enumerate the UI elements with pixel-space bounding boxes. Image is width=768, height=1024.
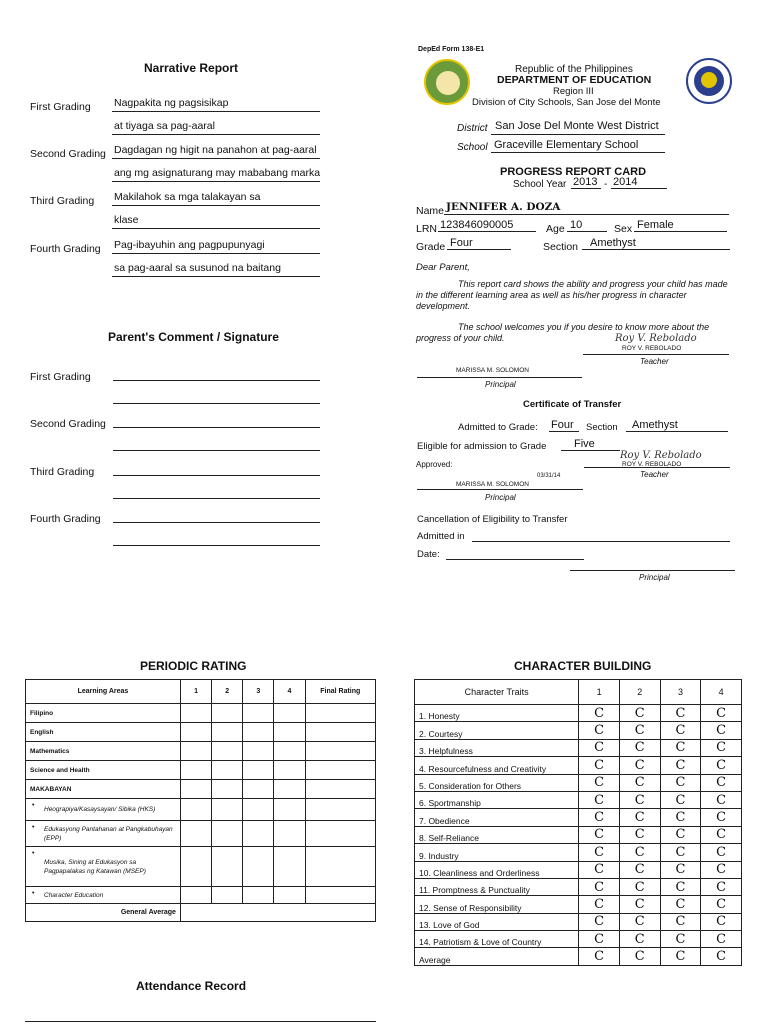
name-label: Name <box>416 205 445 217</box>
trait-mark: C <box>579 826 620 843</box>
rating-cell <box>305 847 375 887</box>
learning-area-label: MAKABAYAN <box>30 785 72 793</box>
trait-mark: C <box>701 705 742 722</box>
trait-mark: C <box>701 739 742 756</box>
rating-cell <box>180 723 211 742</box>
rating-cell <box>274 847 305 887</box>
character-row <box>415 739 742 756</box>
narrative-comment: Makilahok sa mga talakayan sa <box>114 191 261 203</box>
rating-cell <box>180 847 211 887</box>
narrative-line <box>112 276 320 277</box>
character-row <box>415 722 742 739</box>
parent-signature-line <box>113 545 320 546</box>
periodic-row <box>26 704 376 723</box>
learning-area <box>26 723 181 742</box>
admitted-grade: Four <box>551 419 574 431</box>
admitted-in-label: Admitted in <box>417 531 465 542</box>
division-seal-icon <box>424 59 470 105</box>
character-header-cell: Character Traits <box>415 680 579 705</box>
character-row <box>415 896 742 913</box>
rating-cell <box>305 704 375 723</box>
learning-area <box>26 887 181 904</box>
trait-mark: C <box>660 774 701 791</box>
periodic-row <box>26 761 376 780</box>
learning-area-label: Filipino <box>30 709 54 717</box>
region-label: Region III <box>553 86 594 97</box>
trait-mark: C <box>579 791 620 808</box>
character-row <box>415 774 742 791</box>
card-title: PROGRESS REPORT CARD <box>500 166 647 178</box>
narrative-comment: klase <box>114 214 139 226</box>
narrative-comment: ang mg asignaturang may mababang marka <box>114 167 321 179</box>
learning-area-label: Heograpiya/Kasaysayan/ Sibika (HKS) <box>44 806 156 813</box>
character-trait: 13. Love of God <box>415 913 579 930</box>
trait-mark: C <box>619 913 660 930</box>
narrative-line <box>112 111 320 112</box>
rating-cell <box>243 887 274 904</box>
parent-grading-label: First Grading <box>30 371 91 383</box>
parent-signature-line <box>113 522 320 523</box>
character-header-cell: 4 <box>701 680 742 705</box>
trait-mark: C <box>579 913 620 930</box>
teacher-label: Teacher <box>640 357 669 366</box>
trait-mark: C <box>660 878 701 895</box>
character-row <box>415 948 742 965</box>
character-trait: 11. Promptness & Punctuality <box>415 878 579 895</box>
attendance-title: Attendance Record <box>136 979 247 993</box>
character-trait: 4. Resourcefulness and Creativity <box>415 757 579 774</box>
learning-area-label: Mathematics <box>30 747 70 755</box>
attendance-table-top <box>25 1021 376 1022</box>
trait-mark: C <box>619 878 660 895</box>
character-row <box>415 705 742 722</box>
rating-cell <box>243 847 274 887</box>
trait-mark: C <box>579 739 620 756</box>
trait-mark: C <box>579 722 620 739</box>
principal-label-3: Principal <box>639 573 670 582</box>
periodic-title: PERIODIC RATING <box>140 659 247 673</box>
narrative-line <box>112 134 320 135</box>
learning-area <box>26 742 181 761</box>
trait-mark: C <box>660 948 701 965</box>
district-value: San Jose Del Monte West District <box>495 120 659 132</box>
character-trait: 2. Courtesy <box>415 722 579 739</box>
trait-mark: C <box>660 931 701 948</box>
narrative-comment: sa pag-aaral sa susunod na baitang <box>114 262 281 274</box>
cancellation-label: Cancellation of Eligibility to Transfer <box>417 514 568 525</box>
character-row <box>415 844 742 861</box>
character-row <box>415 757 742 774</box>
character-header-row <box>415 680 742 705</box>
eligible-label: Eligible for admission to Grade <box>417 441 547 452</box>
rating-cell <box>243 742 274 761</box>
periodic-rating-table <box>25 679 376 922</box>
eligible-grade: Five <box>574 438 595 450</box>
character-title: CHARACTER BUILDING <box>514 659 652 673</box>
trait-mark: C <box>579 809 620 826</box>
learning-area <box>26 780 181 799</box>
narrative-comment: Nagpakita ng pagsisikap <box>114 97 229 109</box>
trait-mark: C <box>701 844 742 861</box>
age-value: 10 <box>570 219 583 231</box>
trait-mark: C <box>579 757 620 774</box>
section-label: Section <box>543 241 579 253</box>
cert-section-value: Amethyst <box>632 419 678 431</box>
parent-signature-line <box>113 403 320 404</box>
trait-mark: C <box>701 826 742 843</box>
parent-signature-line <box>113 498 320 499</box>
trait-mark: C <box>660 896 701 913</box>
rating-cell <box>212 761 243 780</box>
grade-label: Grade <box>416 241 446 253</box>
periodic-row <box>26 780 376 799</box>
character-header-cell: 1 <box>579 680 620 705</box>
principal-name-2: MARISSA M. SOLOMON <box>456 481 529 488</box>
trait-mark: C <box>619 774 660 791</box>
rating-cell <box>180 742 211 761</box>
district-label: District <box>457 123 488 134</box>
certificate-title: Certificate of Transfer <box>523 399 622 410</box>
character-trait: 10. Cleanliness and Orderliness <box>415 861 579 878</box>
character-trait: Average <box>415 948 579 965</box>
character-row <box>415 809 742 826</box>
trait-mark: C <box>619 791 660 808</box>
periodic-header-cell: 3 <box>243 680 274 704</box>
narrative-grading-label: First Grading <box>30 101 91 113</box>
rating-cell <box>212 742 243 761</box>
trait-mark: C <box>619 826 660 843</box>
rating-cell <box>212 704 243 723</box>
periodic-row <box>26 799 376 821</box>
trait-mark: C <box>619 861 660 878</box>
trait-mark: C <box>701 774 742 791</box>
character-header-cell: 3 <box>660 680 701 705</box>
trait-mark: C <box>701 791 742 808</box>
division-label: Division of City Schools, San Jose del Monte <box>472 97 661 108</box>
periodic-row <box>26 847 376 887</box>
periodic-row <box>26 742 376 761</box>
date-label: Date: <box>417 549 440 560</box>
school-year-from: 2013 <box>573 176 598 188</box>
principal-label-2: Principal <box>485 493 516 502</box>
teacher-label-2: Teacher <box>640 470 669 479</box>
learning-area <box>26 821 181 847</box>
school-value: Graceville Elementary School <box>494 139 639 151</box>
character-trait: 1. Honesty <box>415 705 579 722</box>
rating-cell <box>274 723 305 742</box>
school-welcome-message: The school welcomes you if you desire to know more about the progress of your child. <box>416 322 710 343</box>
trait-mark: C <box>579 861 620 878</box>
trait-mark: C <box>660 844 701 861</box>
trait-mark: C <box>619 948 660 965</box>
trait-mark: C <box>619 809 660 826</box>
character-header-cell: 2 <box>619 680 660 705</box>
dear-parent: Dear Parent, <box>416 262 470 273</box>
trait-mark: C <box>701 913 742 930</box>
trait-mark: C <box>701 878 742 895</box>
approved-date: 03/31/14 <box>537 473 561 479</box>
trait-mark: C <box>579 844 620 861</box>
narrative-line <box>112 253 320 254</box>
rating-cell <box>305 723 375 742</box>
narrative-grading-label: Third Grading <box>30 195 95 207</box>
character-trait: 12. Sense of Responsibility <box>415 896 579 913</box>
trait-mark: C <box>660 809 701 826</box>
character-trait: 9. Industry <box>415 844 579 861</box>
trait-mark: C <box>619 844 660 861</box>
trait-mark: C <box>660 791 701 808</box>
learning-area <box>26 761 181 780</box>
rating-cell <box>212 847 243 887</box>
periodic-row <box>26 887 376 904</box>
trait-mark: C <box>619 739 660 756</box>
character-trait: 14. Patriotism & Love of Country <box>415 931 579 948</box>
rating-cell <box>243 723 274 742</box>
learning-area-label: Character Education <box>44 891 104 899</box>
trait-mark: C <box>701 809 742 826</box>
rating-cell <box>212 799 243 821</box>
character-row <box>415 913 742 930</box>
bullet-icon: • <box>32 890 35 897</box>
parent-signature-line <box>113 427 320 428</box>
trait-mark: C <box>660 826 701 843</box>
parent-grading-label: Third Grading <box>30 466 95 478</box>
trait-mark: C <box>660 739 701 756</box>
rating-cell <box>274 821 305 847</box>
trait-mark: C <box>619 722 660 739</box>
learning-area-label: Musika, Sining at Edukasyon sa Pagpapalakas ng Katawan (MSEP) <box>44 858 146 875</box>
principal-name: MARISSA M. SOLOMON <box>456 367 529 374</box>
periodic-row <box>26 821 376 847</box>
parent-grading-label: Fourth Grading <box>30 513 101 525</box>
section-value: Amethyst <box>590 237 636 249</box>
rating-cell <box>274 799 305 821</box>
character-row <box>415 878 742 895</box>
character-trait: 7. Obedience <box>415 809 579 826</box>
narrative-title: Narrative Report <box>144 61 239 75</box>
narrative-grading-label: Fourth Grading <box>30 243 101 255</box>
rating-cell <box>274 742 305 761</box>
teacher-name-2: ROY V. REBOLADO <box>622 461 682 468</box>
trait-mark: C <box>660 913 701 930</box>
character-building-table <box>414 679 742 966</box>
trait-mark: C <box>660 757 701 774</box>
rating-cell <box>305 887 375 904</box>
narrative-comment: Dagdagan ng higit na panahon at pag-aaral <box>114 144 317 156</box>
school-year-dash: - <box>604 179 608 190</box>
periodic-header-cell: Learning Areas <box>26 680 181 704</box>
parent-grading-label: Second Grading <box>30 418 106 430</box>
deped-seal-icon <box>686 58 732 104</box>
trait-mark: C <box>619 896 660 913</box>
learning-area-label: Edukasyong Pantahanan at Pangkabuhayan (EPP) <box>44 825 173 842</box>
teacher-signature-2: Roy V. Rebolado <box>620 450 702 461</box>
narrative-line <box>112 158 320 159</box>
rating-cell <box>180 799 211 821</box>
trait-mark: C <box>579 878 620 895</box>
narrative-comment: at tiyaga sa pag-aaral <box>114 120 215 132</box>
lrn-label: LRN <box>416 223 438 235</box>
rating-cell <box>243 821 274 847</box>
trait-mark: C <box>701 722 742 739</box>
character-row <box>415 826 742 843</box>
teacher-signature: Roy V. Rebolado <box>615 333 697 344</box>
grade-value: Four <box>450 237 473 249</box>
school-year-to: 2014 <box>613 176 638 188</box>
trait-mark: C <box>701 861 742 878</box>
rating-cell <box>180 761 211 780</box>
rating-cell <box>305 799 375 821</box>
parents-title: Parent's Comment / Signature <box>108 330 279 344</box>
rating-cell <box>243 780 274 799</box>
narrative-comment: Pag-ibayuhin ang pagpupunyagi <box>114 239 265 251</box>
rating-cell <box>180 887 211 904</box>
periodic-header-cell: 4 <box>274 680 305 704</box>
parent-signature-line <box>113 450 320 451</box>
rating-cell <box>274 704 305 723</box>
trait-mark: C <box>660 861 701 878</box>
narrative-grading-label: Second Grading <box>30 148 106 160</box>
sex-label: Sex <box>614 223 633 235</box>
learning-area-label: English <box>30 728 54 736</box>
periodic-header-cell: 1 <box>180 680 211 704</box>
rating-cell <box>274 887 305 904</box>
periodic-row <box>26 723 376 742</box>
periodic-header-cell: 2 <box>212 680 243 704</box>
trait-mark: C <box>579 774 620 791</box>
narrative-line <box>112 205 320 206</box>
bullet-icon: • <box>32 824 35 831</box>
rating-cell <box>305 761 375 780</box>
lrn-value: 123846090005 <box>440 219 514 231</box>
rating-cell <box>212 780 243 799</box>
school-year-label: School Year <box>513 179 567 190</box>
rating-cell <box>212 723 243 742</box>
report-card-message: This report card shows the ability and progress your child has made in the different learning area as well as his/her progress in character development. <box>416 279 728 311</box>
narrative-line <box>112 228 320 229</box>
trait-mark: C <box>579 896 620 913</box>
teacher-name: ROY V. REBOLADO <box>622 345 682 352</box>
sex-value: Female <box>637 219 674 231</box>
trait-mark: C <box>579 705 620 722</box>
general-average-label: General Average <box>26 904 181 922</box>
rating-cell <box>243 704 274 723</box>
school-label: School <box>457 142 488 153</box>
age-label: Age <box>546 223 565 235</box>
periodic-header-cell: Final Rating <box>305 680 375 704</box>
learning-area <box>26 704 181 723</box>
bullet-icon: • <box>32 850 35 857</box>
learning-area <box>26 847 181 887</box>
trait-mark: C <box>701 948 742 965</box>
character-row <box>415 791 742 808</box>
trait-mark: C <box>619 705 660 722</box>
general-average-cell <box>180 904 375 922</box>
character-trait: 3. Helpfulness <box>415 739 579 756</box>
rating-cell <box>243 799 274 821</box>
general-average-row <box>26 904 376 922</box>
parent-signature-line <box>113 380 320 381</box>
admitted-label: Admitted to Grade: <box>458 422 538 433</box>
trait-mark: C <box>701 896 742 913</box>
trait-mark: C <box>660 722 701 739</box>
trait-mark: C <box>619 757 660 774</box>
rating-cell <box>305 780 375 799</box>
character-row <box>415 931 742 948</box>
rating-cell <box>180 780 211 799</box>
trait-mark: C <box>579 931 620 948</box>
trait-mark: C <box>660 705 701 722</box>
student-name: JENNIFER A. DOZA <box>446 201 561 213</box>
trait-mark: C <box>579 948 620 965</box>
learning-area-label: Science and Health <box>30 766 90 774</box>
bullet-icon: • <box>32 802 35 809</box>
character-trait: 5. Consideration for Others <box>415 774 579 791</box>
trait-mark: C <box>701 757 742 774</box>
rating-cell <box>180 821 211 847</box>
rating-cell <box>212 887 243 904</box>
rating-cell <box>243 761 274 780</box>
narrative-line <box>112 181 320 182</box>
character-row <box>415 861 742 878</box>
rating-cell <box>274 780 305 799</box>
republic-label: Republic of the Philippines <box>515 64 633 75</box>
department-label: DEPARTMENT OF EDUCATION <box>497 74 652 86</box>
character-trait: 8. Self-Reliance <box>415 826 579 843</box>
form-number: DepEd Form 138-E1 <box>418 46 485 53</box>
rating-cell <box>212 821 243 847</box>
rating-cell <box>305 742 375 761</box>
periodic-header-row <box>26 680 376 704</box>
trait-mark: C <box>619 931 660 948</box>
trait-mark: C <box>701 931 742 948</box>
cert-section-label: Section <box>586 422 618 433</box>
approved-label: Approved: <box>416 460 453 469</box>
parent-signature-line <box>113 475 320 476</box>
rating-cell <box>305 821 375 847</box>
principal-label: Principal <box>485 380 516 389</box>
rating-cell <box>274 761 305 780</box>
character-trait: 6. Sportmanship <box>415 791 579 808</box>
rating-cell <box>180 704 211 723</box>
learning-area <box>26 799 181 821</box>
